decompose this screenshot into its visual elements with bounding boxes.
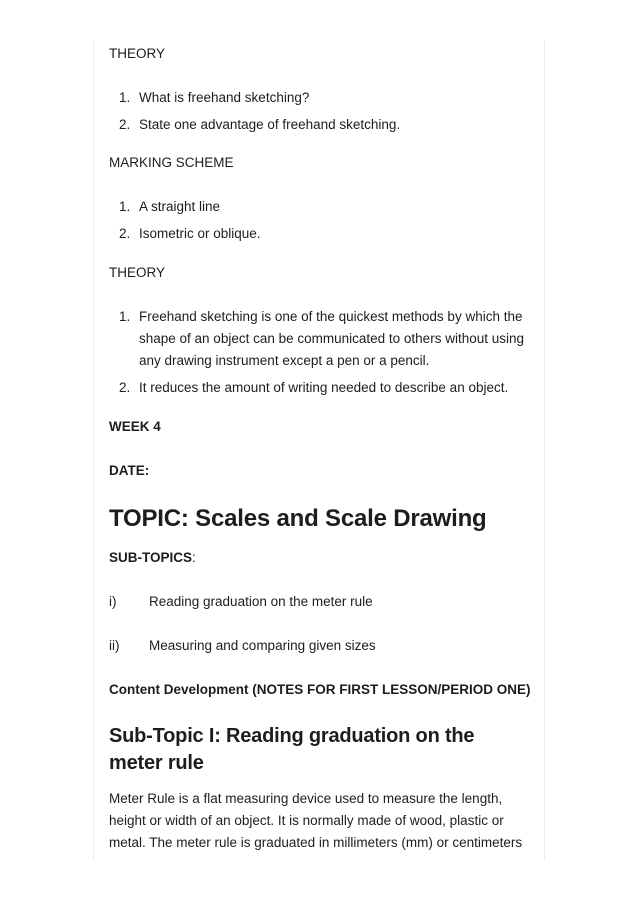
subtopics-colon: : [192,550,196,565]
list-item: 1. Freehand sketching is one of the quickest methods by which the shape of an object can be communicated to others without using any drawing instrument except a pen or a pencil. [119,309,524,368]
theory-questions-list [109,87,529,141]
marking-scheme-heading: MARKING SCHEME [109,155,234,170]
marking-scheme-list [109,196,529,250]
subtopic-item: ii) Measuring and comparing given sizes [109,638,376,653]
list-item: 2. Isometric or oblique. [119,226,261,241]
list-item: 2. It reduces the amount of writing needed to describe an object. [119,380,509,395]
subtopics-label: SUB-TOPICS [109,550,193,565]
list-item: 2. State one advantage of freehand sketching. [119,117,401,132]
theory-answers-heading: THEORY [109,265,166,280]
week-label: WEEK 4 [109,419,161,434]
subtopics-heading [109,547,196,569]
date-label: DATE: [109,463,150,478]
meter-rule-paragraph: Meter Rule is a flat measuring device used to measure the length, height or width of an object. It is normally made of wood, plastic or metal. The meter rule is graduated in millimeters (mm) or centimeters [109,791,523,850]
document-page [93,40,545,860]
list-item: 1. What is freehand sketching? [119,90,310,105]
content-development-heading: Content Development (NOTES FOR FIRST LESSON/PERIOD ONE) [109,682,531,697]
list-item: 1. A straight line [119,199,221,214]
subtopic-one-title: Sub-Topic I: Reading graduation on the meter rule [109,725,475,774]
topic-title: TOPIC: Scales and Scale Drawing [109,505,487,532]
theory-questions-heading: THEORY [109,46,166,61]
subtopic-item: i) Reading graduation on the meter rule [109,594,373,609]
theory-answers-list [109,306,529,404]
